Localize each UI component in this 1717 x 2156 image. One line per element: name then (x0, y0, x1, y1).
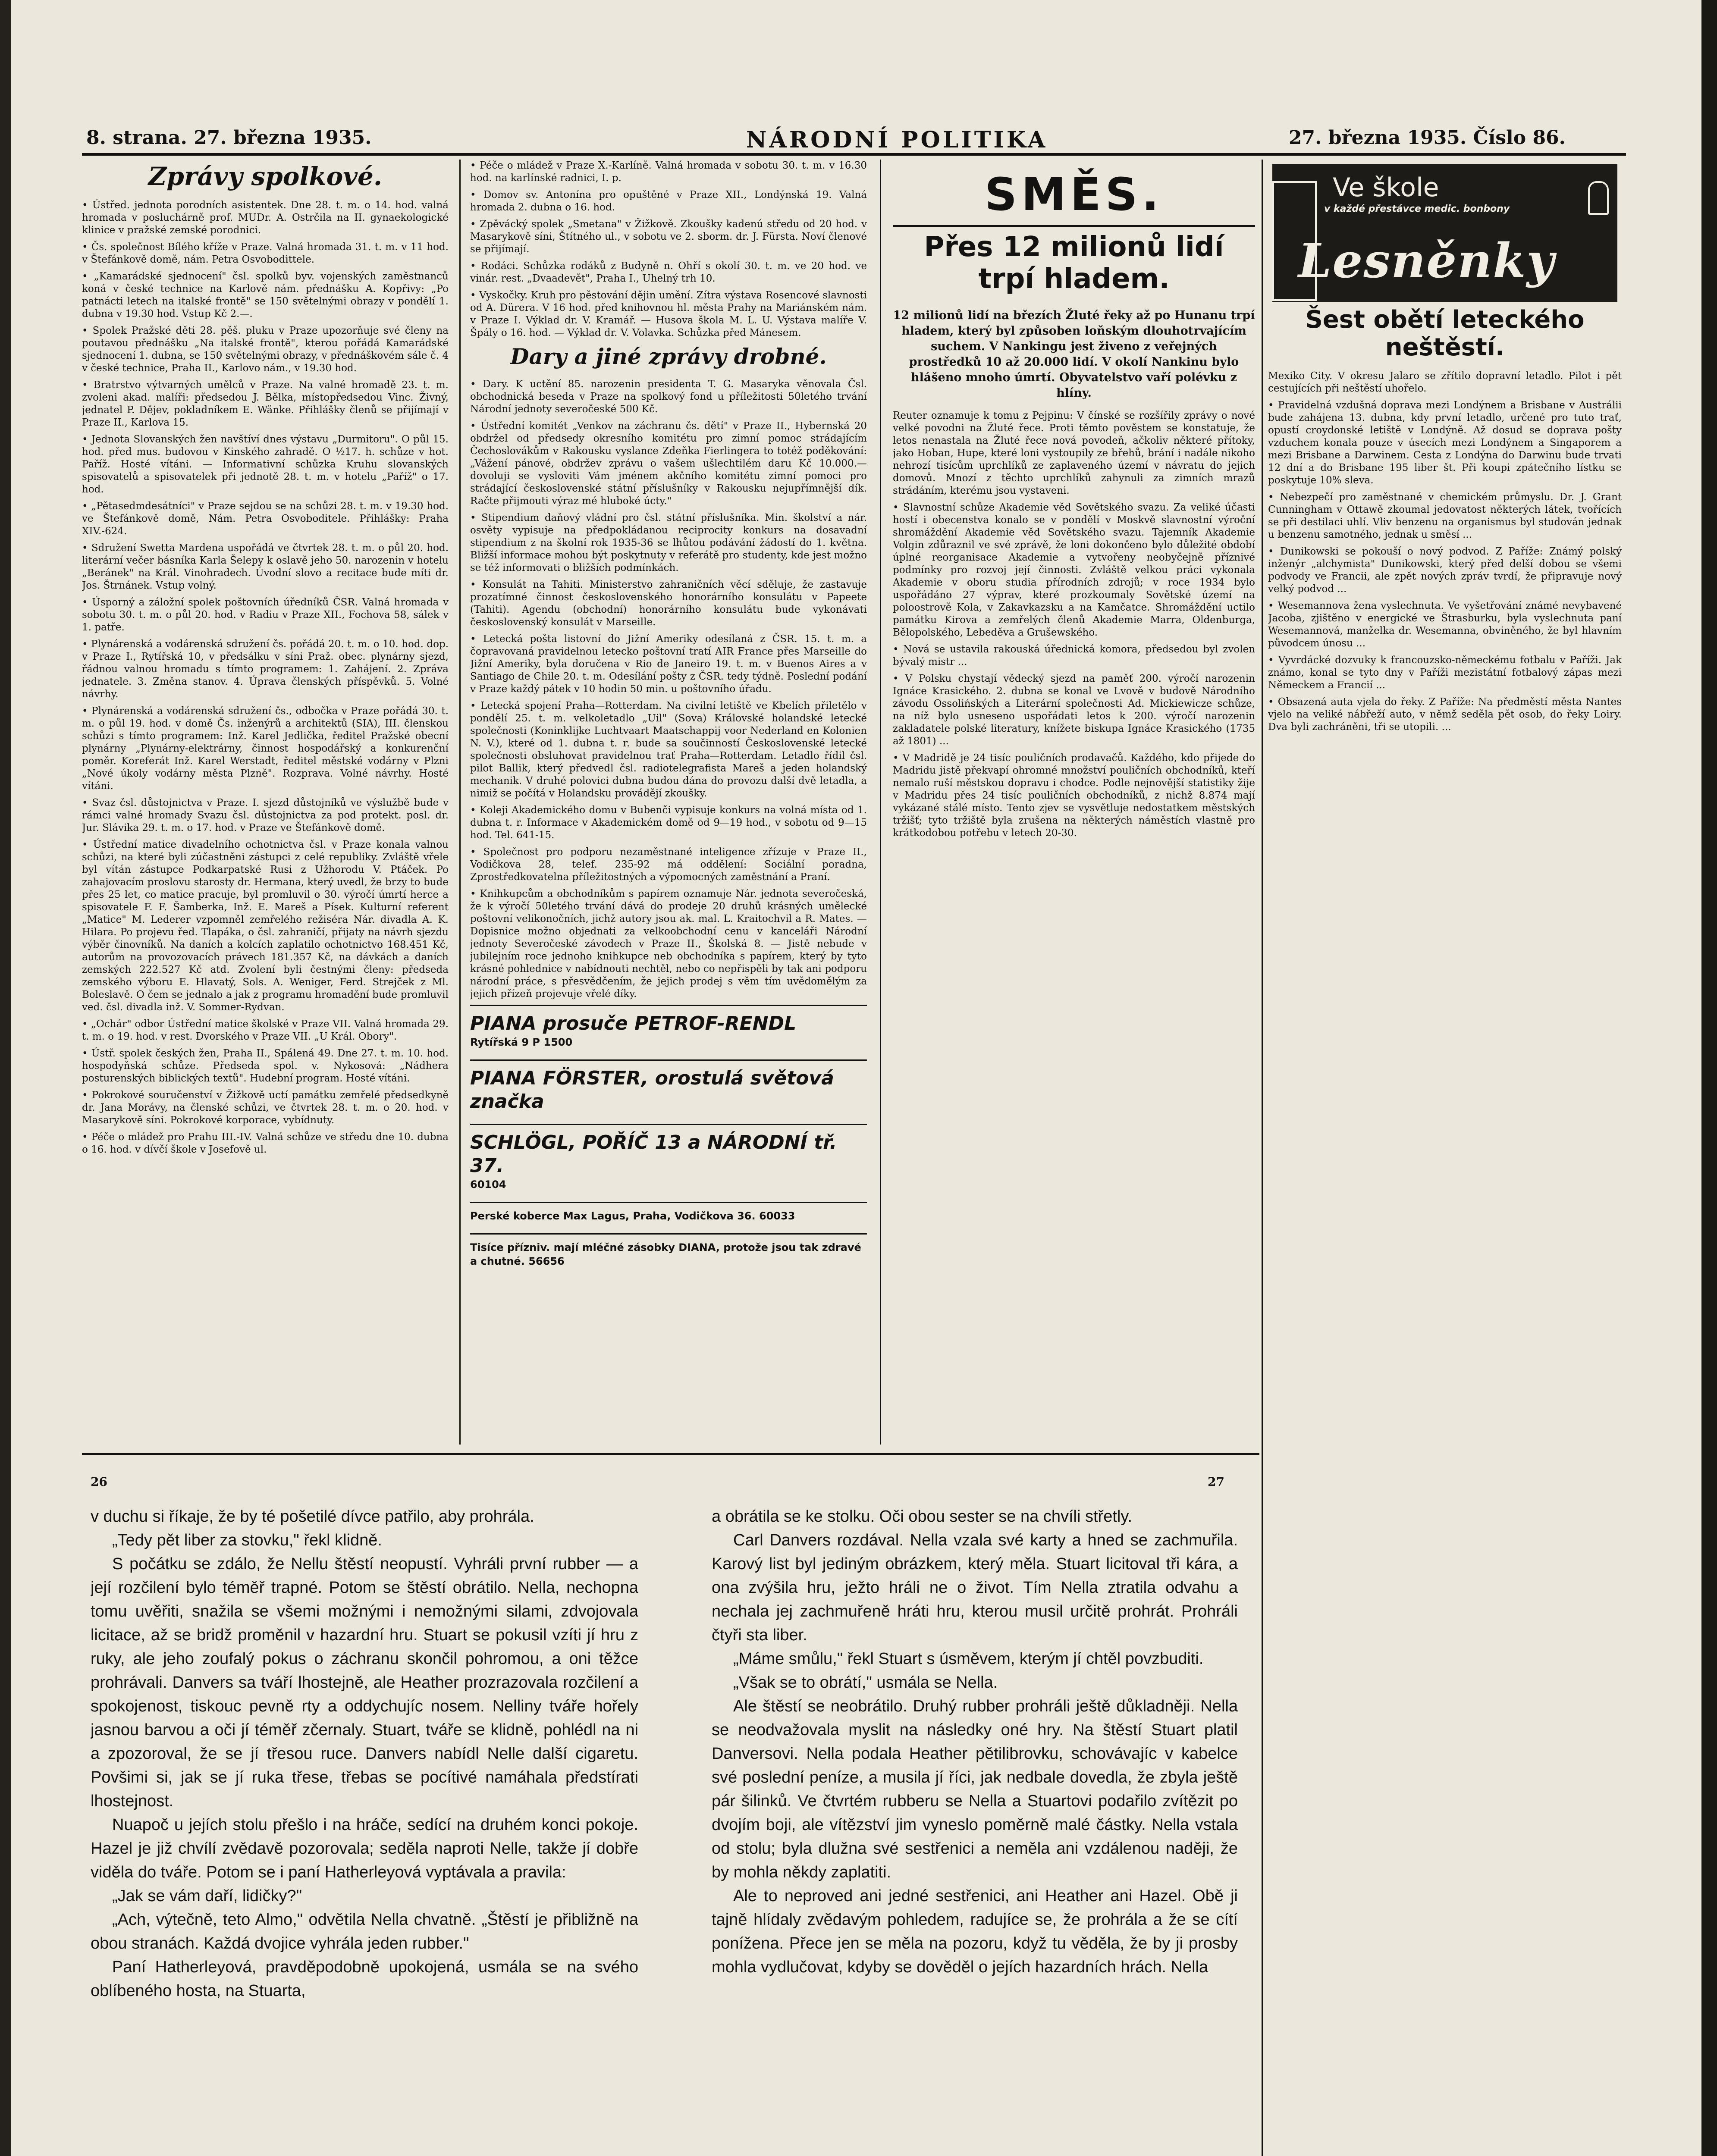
novel-paragraph: „Tedy pět liber za stovku," řekl klidně. (112, 1531, 382, 1549)
article-headline: Přes 12 milionů lidí trpí hladem. (924, 231, 1224, 295)
advertisement (470, 1233, 867, 1274)
ad-detail: Tisíce přízniv. mají mléčné zásobky DIANA, protože jsou tak zdravé a chutné. 56656 (470, 1241, 861, 1267)
news-item: • Ústřed. jednota porodních asistentek. Dne 28. t. m. o 14. hod. valná hromada v posluchárně prof. MUDr. A. Ostrčila na II. gynaekologické klinice v pražské zemské porodnici. (82, 200, 449, 236)
ad-detail: Rytířská 9 P 1500 (470, 1036, 573, 1048)
news-item: • Vyvrdácké dozvuky k francouzsko-německému fotbalu v Paříži. Jak známo, konal se tyto dny v Paříži mezistátní fotbalový zápas mezi Německem a Francií ... (1268, 655, 1622, 691)
news-item: • Koleji Akademického domu v Bubenči vypisuje konkurs na volná místa od 1. dubna t. r. Informace v Akademickém domě od 9—19 hod., v sobotu od 9—15 hod. Tel. 641-15. (470, 805, 867, 841)
page-number-right: 27 (1208, 1475, 1224, 1489)
section-title: Zprávy spolkové. (148, 162, 383, 191)
advertisement (470, 1059, 867, 1119)
ad-headline: PIANA prosuče PETROF-RENDL (470, 1012, 797, 1034)
column-gifts-news (470, 160, 867, 1449)
news-item: • Dunikowski se pokouší o nový podvod. Z Paříže: Známý polský inženýr „alchymista" Dunikowski, který před delší dobou se všemi podvody ve Francii, ale zpět nových zpráv tvrdí, že připravuje nový velký podvod ... (1268, 546, 1622, 595)
column-divider (459, 160, 461, 1445)
news-item: • Plynárenská a vodárenská sdružení čs., odbočka v Praze pořádá 30. t. m. o půl 19. hod. v domě Čs. inženýrů a architektů (SIA), III. členskou schůzi s tímto programem: Inž. Karel Jedlička, ředitel Pražské obecní plynárny „Plynárny-elektrárny, činnost hospodářský a konkurenční poměr. Koreferát Inž. Karel Werstadt, ředitel městské vodárny v Plzni „Nové úkoly vodárny města Plzně". Rozprava. Volné návrhy. Hosté vítáni. (82, 705, 449, 792)
news-item: • Letecká spojení Praha—Rotterdam. Na civilní letiště ve Kbelích přiletělo v pondělí 25. t. m. velkoletadlo „Uil" (Sova) Královské holandské letecké společnosti (Koninklijke Luchtvaart Maatschappij voor Nederland en Kolonien N. V.), které od 1. dubna t. r. bude sa součinností Československé letecké společnosti obsluhovat pravidelnou trať Praha—Rotterdam. Letadlo řídil čsl. pilot Ballik, který předvedl čsl. radiotelegrafista Mareš a jeden holandský mechanik. V druhé polovici dubna budou dána do provozu další dvě letadla, a nimiž se počítá v Holandsku provádějí zkoušky. (470, 700, 867, 799)
news-item: • Sdružení Swetta Mardena uspořádá ve čtvrtek 28. t. m. o půl 20. hod. literární večer básníka Karla Šelepy k oslavě jeho 50. narozenin v hotelu „Beránek" na Král. Vinohradech. Úvodní slovo a recitace bude míti dr. Jos. Štrnánek. Vstup volný. (82, 542, 449, 591)
news-item: • „Pětasedmdesátníci" v Praze sejdou se na schůzi 28. t. m. v 19.30 hod. ve Štefánkově domě, Nám. Petra Osvoboditele. Přihlášky: Praha XIV.-624. (82, 501, 449, 537)
news-item: • Stipendium daňový vládní pro čsl. státní příslušníka. Min. školství a nár. osvěty vypisuje na předpokládanou reciprocity konkurs na dosavadní stipendium z na školní rok 1935-36 se lhůtou podávání žádostí do 1. května. Bližší informace mohou být poskytnuty v referátě pro studenty, kde jest možno se též informovati o bližších podmínkách. (470, 512, 867, 573)
section-title: Dary a jiné zprávy drobné. (510, 344, 827, 369)
ad-mid-text: v každé přestávce medic. bonbony (1324, 204, 1510, 214)
news-item: • Vyskočky. Kruh pro pěstování dějin umění. Zítra výstava Rosencové slavnosti od A. Dürera. V 16 hod. před knihovnou hl. města Prahy na Mariánském nám. v Praze I. Výklad dr. V. Kramář. — Husova škola M. L. U. Výstava malíře V. Špály o 16. hod. — Výklad dr. V. Volavka. Schůzka před Mánesem. (470, 290, 867, 338)
news-item: • Rodáci. Schůzka rodáků z Budyně n. Ohří s okolí 30. t. m. ve 20 hod. ve vinár. rest. „Dvaadevět", Praha I., Uhelný trh 10. (470, 260, 867, 284)
page-number-left: 26 (91, 1475, 107, 1489)
news-item: • Nebezpečí pro zaměstnané v chemickém průmyslu. Dr. J. Grant Cunningham v Ottawě zkoumal jedovatost některých látek, tvořících se při destilaci uhlí. Vliv benzenu na organismus byl studován jednak u benzenu samotného, jednak u směsí ... (1268, 492, 1622, 540)
advertisement (470, 1124, 867, 1197)
scan-edge-right (1701, 0, 1717, 2156)
novel-paragraph: S počátku se zdálo, že Nellu štěstí neopustí. Vyhráli první rubber — a její rozčilení bylo téměř trapné. Potom se štěstí obrátilo. Nella, nechopna tomu uvěřiti, snažila se všemi možnými i nemožnými silami, zdvojovala licitace, až se bridž proměnil v hazardní hru. Stuart se pokusil vzíti jí hru z ruky, ale jeho zoufalý pokus o záchranu skončil pohromou, a oni těžce prohrávali. Danvers sa tváří lhostejně, ale Heather prozrazovala rozčilení a spokojenost, tiskouc pevně rty a oddychujíc nosem. Nelliny tváře hořely jasnou barvou a oči jí téměř zčernaly. Stuart, tváře se klidně, pohlédl na ni a zpozoroval, že se jí třesou ruce. Danvers nabídl Nelle další cigaretu. Povšimi si, jak se jí ruka třese, třebas se pocítivé namáhala předstírati lhostejnost. (91, 1555, 638, 1810)
news-item: • Pravidelná vzdušná doprava mezi Londýnem a Brisbane v Austrálii bude zahájena 13. dubna, kdy první letadlo, určené pro tuto trať, opustí croydonské letiště v Londýně. Až dosud se doprava pošty vzduchem konala pouze v úsecích mezi Londýnem a Singaporem a mezi Brisbane a Darwinem. Cesta z Londýna do Darwinu bude trvati 12 dní a do Brisbane 195 liber št. Při koupi zpátečního lístku se poskytuje 10% sleva. (1268, 400, 1622, 486)
news-item: • Úsporný a záložní spolek poštovních úředníků ČSR. Valná hromada v sobotu 30. t. m. o půl 20. hod. v Radiu v Praze XII., Fochova 58, sálek v 1. patře. (82, 597, 449, 633)
news-item: • Domov sv. Antonína pro opuštěné v Praze XII., Londýnská 19. Valná hromada 2. dubna o 16. hod. (470, 189, 867, 213)
novel-paragraph: „Však se to obrátí," usmála se Nella. (733, 1673, 998, 1692)
novel-paragraph: „Máme smůlu," řekl Stuart s úsměvem, kterým jí chtěl povzbuditi. (733, 1650, 1204, 1668)
novel-paragraph: a obrátila se ke stolku. Oči obou sester se na chvíli střetly. (712, 1507, 1133, 1526)
news-item: • Knihkupcům a obchodníkům s papírem oznamuje Nár. jednota severočeská, že k výročí 50letého trvání dává do prodeje 20 druhů krásných umělecké poštovní velikonočních, jichž autory jsou ak. mal. L. Kraitochvil a R. Mates. — Dopisnice možno objednati za velkoobchodní cenu v kanceláři Národní jednoty Severočeské závodech v Praze II., Školská 8. — Jistě nebude v jubilejním roce jednoho knihkupce neb obchodníka s papírem, který by tyto krásné pohlednice v nabídnouti nechtěl, nebo co nepřispěli by tak ani podporu národní práce, s přesvědčením, že jejich prodej s věm tím uvědomělým za jejich přízeň projevuje vřelé díky. (470, 888, 867, 1000)
news-item: • Zpěvácký spolek „Smetana" v Žižkově. Zkoušky kadenú středu od 20 hod. v Masarykově síni, Štítného ul., v sobotu ve 2. sborm. dr. J. Fürsta. Noví členové se přijímají. (470, 219, 867, 255)
ad-top-text: Ve škole (1333, 172, 1439, 203)
ad-headline: SCHLÖGL, POŘÍČ 13 a NÁRODNÍ tř. 37. (470, 1131, 837, 1177)
serial-novel-right (712, 1505, 1238, 2156)
news-item: • V Madridě je 24 tisíc pouličních prodavačů. Každého, kdo přijede do Madridu jistě překvapí ohromné množství pouličních obchodníků, kteří nemalo ruší městskou dopravu i chodce. Podle nejnovější statistiky žije v Madridu přes 24 tisíc pouličních obchodníků, z nichž 8.874 mají vykázané stálé místo. Tento zjev se vysvětluje nedostatkem městských tržišť; tyto tržiště byla zrušena na některých náměstích vlastně pro krátkodobou potřebu v letech 20-30. (893, 752, 1255, 839)
news-item: • Nová se ustavila rakouská úřednická komora, předsedou byl zvolen bývalý mistr ... (893, 644, 1255, 667)
news-item: • Ústřední matice divadelního ochotnictva čsl. v Praze konala valnou schůzi, na které byli zúčastněni zástupci z celé republiky. Zvláště vřele byl vítán zástupce Podkarpatské Rusi z Užhorodu V. Ptáček. Po zahajovacím proslovu starosty dr. Hermana, který uvedl, že brzy to bude přes 25 let, co matice pracuje, byl promluvil o 30. výročí úmrtí herce a spisovatele F. F. Šamberka, Inž. E. Mareš a Písek. Kulturní referent „Matice" M. Lederer vzpomněl zemřelého režiséra Nár. divadla A. K. Hilara. Po projevu řed. Tlapáka, o čsl. zahraničí, přijaty na návrh sjezdu výběr činovníků. Na daních a kolcích zaplatilo ochotnictvo 168.451 Kč, autorům na provozovacích právech 181.357 Kč, na dávkách a daních zemských 222.527 Kč atd. Zvolení byli čestnými členy: předseda zemského výboru E. Hlavatý, Sols. A. Weniger, Ferd. Strejček z Ml. Boleslavě. O čem se jednalo a jak z programu hromadění bude promluvil ved. čsl. divadla inž. V. Sommer-Rydvan. (82, 839, 449, 1013)
news-item: • Pokrokové souručenství v Žižkově uctí památku zemřelé předsedkyně dr. Jana Morávy, na členské schůzi, ve čtvrtek 28. t. m. o 20. hod. v Masarykově síni. Pokrokové korporace, vybídnuty. (82, 1090, 449, 1126)
ad-detail: Perské koberce Max Lagus, Praha, Vodičkova 36. 60033 (470, 1210, 795, 1222)
scan-edge-left (0, 0, 11, 2156)
news-item: • Ústřední komitét „Venkov na záchranu čs. dětí" v Praze II., Hybernská 20 obdržel od předsedy okresního komitétu pro zimní pomoc strádajícím Čechoslovákům v Rakousku vyslance Zdeňka Fierlingera to totéž poděkování: „Vážení pánové, obdržev zprávu o vašem ušlechtilém daru Kč 10.000.— dovoluji se vysloviti Vám jménem akčního komitétu zimní pomoci pro strádající československé státní příslušníky v Rakousku nejupřímnější dík. Račte přijmouti výraz mé hluboké úcty." (470, 420, 867, 507)
news-item: • Dary. K uctění 85. narozenin presidenta T. G. Masaryka věnovala Čsl. obchodnická beseda v Praze na spolkový fond u příležitosti 50letého trvání Národní jednoty severočeské 500 Kč. (470, 379, 867, 415)
novel-paragraph: Carl Danvers rozdával. Nella vzala své karty a hned se zachmuřila. Karový list byl jediným obrázkem, který měla. Stuart licitoval tři kára, a ona zvýšila hru, ježto hráli ne o život. Tím Nella ztratila odvahu a nechala jej zachmuřeně hráti hru, kterou musil určitě prohrát. Prohráli čtyři sta liber. (712, 1531, 1238, 1644)
news-item: • Jednota Slovanských žen navštíví dnes výstavu „Durmitoru". O půl 15. hod. před mus. budovou v Kinského zahradě. O ½17. h. schůze v hot. Paříž. Hosté vítáni. — Informativní schůzka Kruhu slovanských spisovatelů a spisovatelek při jednotě 28. t. m. v hotelu „Paříž" o 17. hod. (82, 434, 449, 495)
column-divider (880, 160, 881, 1445)
news-item: • Čs. společnost Bílého kříže v Praze. Valná hromada 31. t. m. v 11 hod. v Štefánkově domě, nám. Petra Osvobodittele. (82, 241, 449, 265)
title-rule (893, 225, 1255, 227)
ad-headline: PIANA FÖRSTER, orostulá světová značka (470, 1067, 834, 1112)
novel-paragraph: Nuapoč u jejích stolu přešlo i na hráče, sedící na druhém konci pokoje. Hazel je již chvílí zvědavě pozorovala; seděla naproti Nelle, takže jí dobře viděla do tváře. Potom se i paní Hatherleyová vyptávala a pravila: (91, 1816, 638, 1881)
serial-novel-left (91, 1505, 638, 2156)
news-item: • Slavnostní schůze Akademie věd Sovětského svazu. Za veliké účasti hostí i obecenstva konalo se v pondělí v Moskvě slavnostní výroční shromáždění Akademie věd Sovětského svazu. Tajemník Akademie Volgin zdůraznil ve své zprávě, že loni dokončeno bylo důležité období úplné reorganisace Akademie a vytvořeny neobyčejně příznivé podmínky pro rozvoj její činnosti. Zvláště velkou práci vykonala Akademie v oboru studia přírodních zdrojů; v roce 1934 bylo uspořádáno 27 výprav, které prozkoumaly Sovětské území na poloostrově Kola, v Zakavkazsku a na Kamčatce. Shromáždění uctilo památku Kirova a zemřelých členů Akademie Marra, Oldenburga, Bělopolského, Lebeděva a Grušewského. (893, 502, 1255, 638)
news-item: • Bratrstvo výtvarných umělců v Praze. Na valné hromadě 23. t. m. zvoleni akad. malíři: předsedou J. Bělka, místopředsedou Vinc. Živný, jednatel P. Dějev, pokladníkem E. Wänke. Přihlášky členů se přijímají v Praze II., Karlova 15. (82, 379, 449, 428)
news-item: • Plynárenská a vodárenská sdružení čs. pořádá 20. t. m. o 10. hod. dop. v Praze I., Rytířská 10, v předsálku v síni Praž. obec. plynárny sjezd, řádnou valnou hromadu s tímto programem: 1. Zahájení. 2. Zpráva jednatele. 3. Změna stanov. 4. Úprava členských příspěvků. 5. Volné návrhy. (82, 639, 449, 700)
novel-paragraph: „Ach, výtečně, teto Almo," odvětila Nella chvatně. „Štěstí je přibližně na obou stranách. Každá dvojice vyhrála jeden rubber." (91, 1911, 638, 1952)
news-item: • Ústř. spolek českých žen, Praha II., Spálená 49. Dne 27. t. m. 10. hod. hospodyňská schůze. Předseda spol. v. Nykosová: „Nádhera posturenských biblických textů". Hudební program. Hosté vítáni. (82, 1048, 449, 1084)
advertisement (470, 1005, 867, 1055)
news-item: • Letecká pošta listovní do Jižní Ameriky odesílaná z ČSR. 15. t. m. a čopravovaná pravidelnou letecko poštovní tratí AIR France přes Marseille do Jižní Ameriky, byla doručena v Rio de Janeiro 19. t. m. v Buenos Aires a v Santiago de Chile 20. t. m. Odesílání pošty z ČSR. tedy týdně. Poslední podání v Praze každý pátek v 10 hodin 50 min. u poštovního úřadu. (470, 633, 867, 695)
ad-brand: Lesněnky (1298, 233, 1555, 288)
header-date-issue: 27. března 1935. Číslo 86. (1288, 127, 1566, 149)
news-item: • Obsazená auta vjela do řeky. Z Paříže: Na předměstí města Nantes vjelo na veliké nábřeží auto, v němž seděla pět osob, do řeky Loiry. Dva byli zachráněni, tři se utopili. ... (1268, 696, 1622, 733)
section-rule (82, 1453, 1259, 1455)
news-item: • Wesemannova žena vyslechnuta. Ve vyšetřování známé nevybavené Jacoba, zjištěno v energické ve Štrasburku, byla vyslechnuta paní Wesemannová, manželka dr. Wesemanna, obviněného, že byl hlavním původcem únosu ... (1268, 600, 1622, 649)
novel-paragraph: Ale to neproved ani jedné sestřenici, ani Heather ani Hazel. Obě ji tajně hlídaly zvědavým pohledem, radujíce se, že prohrála a že se cítí ponížena. Přece jen se měla na pozoru, když tu věděla, že by ji prosby mohla vydlučovat, kdyby se dověděl o jejích hazardních hrách. Nella (712, 1887, 1238, 1976)
news-item: • „Kamarádské sjednocení" čsl. spolků byv. vojenských zaměstnanců koná v české technice na Karlově nám. přednášku A. Kopřivy: „Po patnácti letech na italské frontě" se 150 světelnými obrazy v pondělí 1. dubna v 19.30 hod. Vstup Kč 2.—. (82, 271, 449, 320)
article-paragraph: Reuter oznamuje k tomu z Pejpinu: V čínské se rozšířily zprávy o nové velké povodni na Žluté řece. Proti těmto pověstem se konstatuje, že letos nenastala na Žluté řece nová povodeň, ačkoliv některé přítoky, jako Hoban, Hupe, které loni vystoupily ze břehů, brání i nadále nikoho nehrozí tisícům uprchlíků ze zaplaveného území v návratu do jejich domovů. Mnozí z těchto uprchlíků zahynuli za zimních mrazů strádáním, kterému jsou vystaveni. (893, 410, 1255, 496)
article-lead: 12 milionů lidí na březích Žluté řeky až po Hunanu trpí hladem, který byl způsoben loňským dlouhotrvajícím suchem. V Nankingu jest živeno z veřejných prostředků 10 až 20.000 lidí. V okolí Nankinu bylo hlášeno mnoho úmrtí. Obyvatelstvo vaří polévku z hlíny. (893, 309, 1255, 400)
section-title: SMĚS. (985, 168, 1163, 221)
news-item: Mexiko City. V okresu Jalaro se zřítilo dopravní letadlo. Pilot i pět cestujících při neštěstí uhořelo. (1268, 370, 1622, 394)
novel-paragraph: Paní Hatherleyová, pravděpodobně upokojená, usmála se na svého oblíbeného hosta, na Stuarta, (91, 1958, 638, 2000)
header-page-date: 8. strana. 27. března 1935. (86, 127, 372, 149)
column-world-news (1268, 160, 1622, 2156)
header-rule (82, 153, 1626, 156)
novel-paragraph: v duchu si říkaje, že by té pošetilé dívce patřilo, aby prohrála. (91, 1507, 534, 1526)
novel-paragraph: Ale štěstí se neobrátilo. Druhý rubber prohráli ještě důkladněji. Nella se neodvažovala myslit na následky oné hry. Na štěstí Stuart platil Danversovi. Nella podala Heather pětilibrovku, schovávajíc v kabelce své poslední peníze, a musila jí říci, jak nedbale dovedla, že zbyla ještě pár šilinků. Ve čtvrtém rubberu se Nella a Stuartovi podařilo zvítězit po dvojím boji, ale vítězství jim vyneslo poměrně malé částky. Nella vstala od stolu; byla dlužna své sestřenici a neměla ani vzdálenou naději, že by mohla někdy zaplatiti. (712, 1697, 1238, 1881)
novel-paragraph: „Jak se vám daří, lidičky?" (112, 1887, 302, 1905)
page-header (86, 125, 1566, 151)
news-item: • Konsulát na Tahiti. Ministerstvo zahraničních věcí sděluje, že zastavuje prozatímné činnost československého honorárního konsulátu v Papeete (Tahiti). Agendu (obchodní) honorárního konsulátu bude vykonávati československý konsulát v Marseille. (470, 579, 867, 628)
news-item: • „Ochár" odbor Ústřední matice školské v Praze VII. Valná hromada 29. t. m. o 19. hod. v rest. Dvorského v Praze VII. „U Král. Obory". (82, 1018, 449, 1042)
article-headline: Šest obětí leteckého neštěstí. (1305, 306, 1585, 361)
news-item: • Péče o mládež v Praze X.-Karlíně. Valná hromada v sobotu 30. t. m. v 16.30 hod. na karlínské radnici, I. p. (470, 160, 867, 184)
column-club-news (82, 160, 449, 1449)
column-divider (1262, 160, 1263, 2156)
news-item: • Svaz čsl. důstojnictva v Praze. I. sjezd důstojníků ve výslužbě bude v rámci valné hromady Svazu čsl. důstojnictva za pod protekt. posl. dr. Jur. Slávika 29. t. m. o 17. hod. v Praze ve Štefánkově domě. (82, 797, 449, 834)
news-item: • Péče o mládež pro Prahu III.-IV. Valná schůze ve středu dne 10. dubna o 16. hod. v dívčí škole v Josefově ul. (82, 1131, 449, 1155)
news-item: • V Polsku chystají vědecký sjezd na paměť 200. výročí narozenin Ignáce Krasického. 2. dubna se konal ve Lvově v budově Národního závodu Ossolińských a Literární společnosti Ad. Mickiewicze schůze, na níž bylo usneseno uspořádati letos k 200. výročí narozenin zakladatele polské literatury, knížete biskupa Ignáce Krasického (1735 až 1801) ... (893, 673, 1255, 747)
news-item: • Společnost pro podporu nezaměstnané inteligence zřízuje v Praze II., Vodičkova 28, telef. 235-92 má oddělení: Sociální poradna, Zprostředkovatelna příležitostných a výpomocných zaměstnání a Praní. (470, 846, 867, 883)
masthead-title: NÁRODNÍ POLITIKA (746, 127, 1048, 153)
column-miscellany (893, 160, 1255, 1449)
ad-detail: 60104 (470, 1178, 506, 1191)
news-item: • Spolek Pražské děti 28. pěš. pluku v Praze upozorňuje své členy na poutavou přednášku „Na italské frontě", kterou pořádá Kamarádské sjednocení 1. dubna, se 150 světelnými obrazy, v přednáškovém sále č. 4 v české technice, Praha II., Karlovo nám., v 19.30 hod. (82, 325, 449, 374)
advertisement (470, 1202, 867, 1229)
